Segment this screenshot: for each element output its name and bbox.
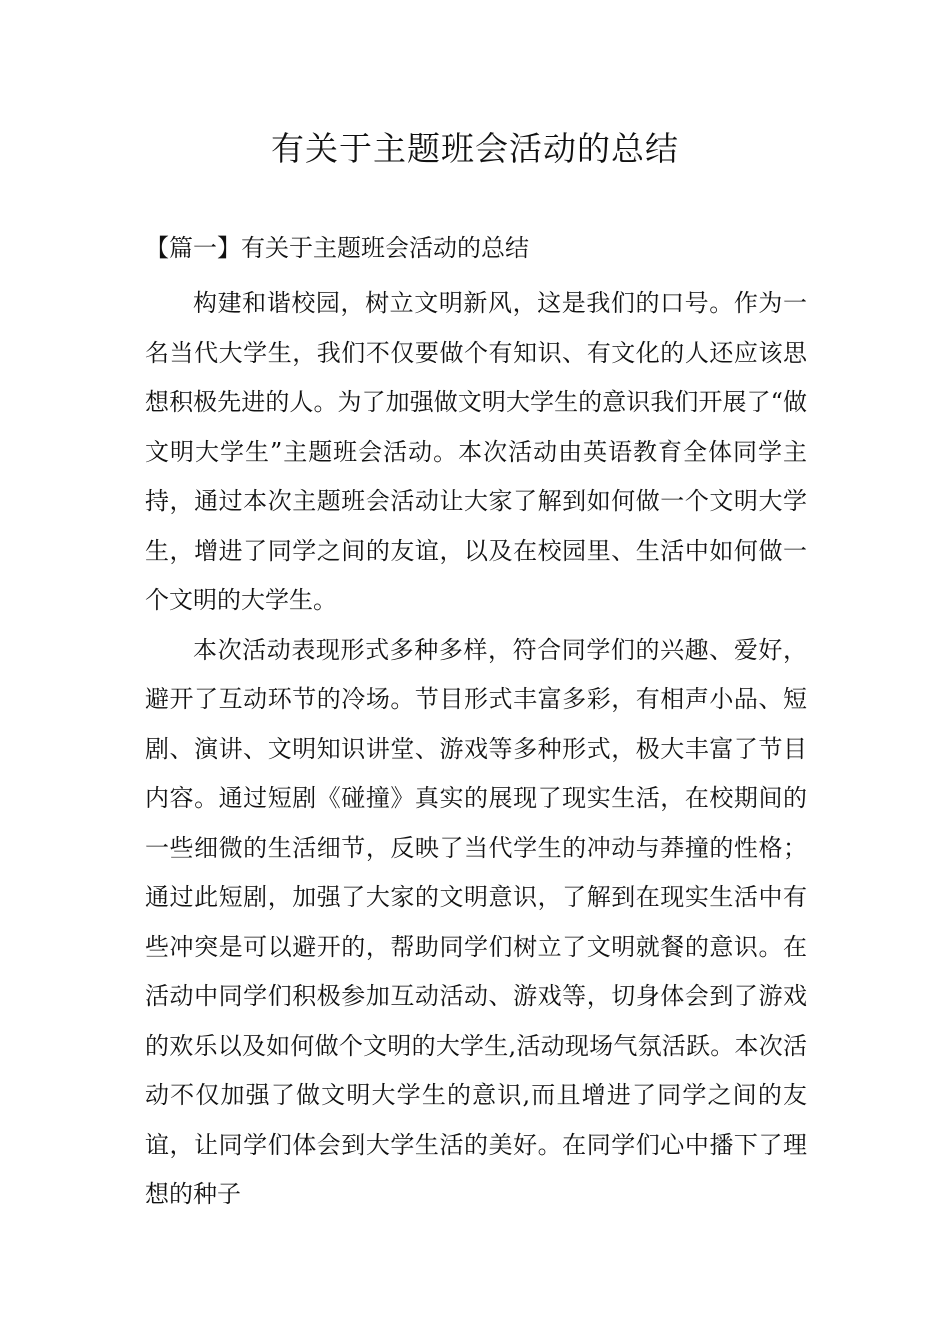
section-heading: 【篇一】有关于主题班会活动的总结 — [145, 234, 529, 262]
paragraph-1: 构建和谐校园，树立文明新风，这是我们的口号。作为一名当代大学生，我们不仅要做个有知识、有文化的人还应该思想积极先进的人。为了加强做文明大学生的意识我们开展了“做文明大学生”主题班会活动。本次活动由英语教育全体同学主持，通过本次主题班会活动让大家了解到如何做一个文明大学生，增进了同学之间的友谊，以及在校园里、生活中如何做一个文明的大学生。 — [145, 289, 807, 614]
document-body — [145, 279, 807, 1220]
document-title: 有关于主题班会活动的总结 — [271, 129, 679, 168]
paragraph-2: 本次活动表现形式多种多样，符合同学们的兴趣、爱好，避开了互动环节的冷场。节目形式丰富多彩，有相声小品、短剧、演讲、文明知识讲堂、游戏等多种形式，极大丰富了节目内容。通过短剧《碰撞》真实的展现了现实生活，在校期间的一些细微的生活细节，反映了当代学生的冲动与莽撞的性格；通过此短剧，加强了大家的文明意识，了解到在现实生活中有些冲突是可以避开的，帮助同学们树立了文明就餐的意识。在活动中同学们积极参加互动活动、游戏等，切身体会到了游戏的欢乐以及如何做个文明的大学生,活动现场气氛活跃。本次活动不仅加强了做文明大学生的意识,而且增进了同学之间的友谊，让同学们体会到大学生活的美好。在同学们心中播下了理想的种子 — [145, 635, 807, 1208]
